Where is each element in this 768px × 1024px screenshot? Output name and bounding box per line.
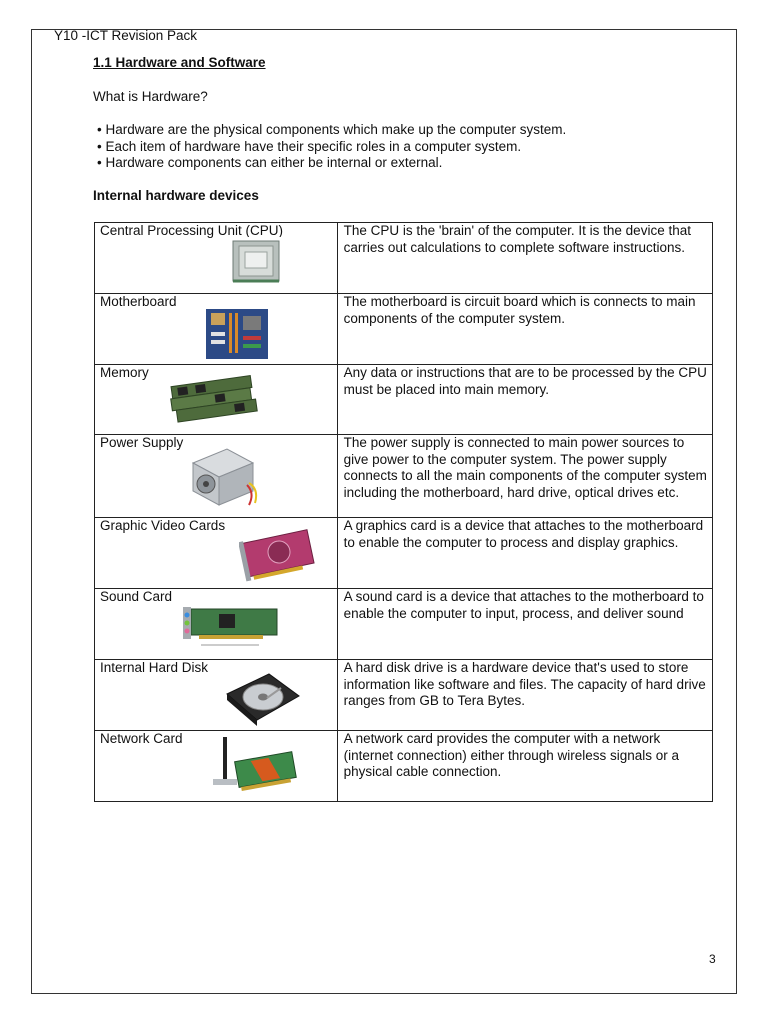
- device-name: Power Supply: [100, 435, 184, 450]
- device-name: Motherboard: [100, 294, 177, 309]
- device-description: Any data or instructions that are to be processed by the CPU must be placed into main memory.: [337, 365, 712, 435]
- motherboard-icon: [205, 308, 269, 360]
- device-name: Internal Hard Disk: [100, 660, 209, 675]
- device-name-cell: [95, 365, 338, 435]
- section-title: 1.1 Hardware and Software: [93, 55, 266, 70]
- device-name-cell: [95, 518, 338, 589]
- device-description: The motherboard is circuit board which is connects to main components of the computer system.: [337, 294, 712, 365]
- device-name: Central Processing Unit (CPU): [100, 223, 284, 238]
- device-name: Graphic Video Cards: [100, 518, 226, 533]
- hardware-table: [94, 222, 713, 802]
- question-text: What is Hardware?: [93, 89, 208, 104]
- table-row: [95, 518, 713, 589]
- table-row: [95, 589, 713, 660]
- device-name: Memory: [100, 365, 149, 380]
- document-header: Y10 -ICT Revision Pack: [54, 28, 198, 43]
- sound-card-icon: [179, 597, 285, 653]
- device-name-cell: [95, 435, 338, 518]
- bullet-list: [97, 122, 566, 172]
- table-row: [95, 223, 713, 294]
- device-name: Sound Card: [100, 589, 173, 604]
- bullet-item: • Hardware components can either be internal or external.: [97, 155, 443, 170]
- bullet-item: • Each item of hardware have their specific roles in a computer system.: [97, 138, 522, 154]
- device-name-cell: [95, 223, 338, 294]
- bullet-item: • Hardware are the physical components which make up the computer system.: [97, 122, 567, 137]
- device-name-cell: [95, 294, 338, 365]
- table-row: [95, 435, 713, 518]
- ram-stick-icon: [167, 373, 259, 423]
- page-number: 3: [709, 952, 716, 966]
- cpu-chip-icon: [227, 237, 285, 285]
- device-description: A network card provides the computer with a network (internet connection) either through wireless signals or a physical cable connection.: [337, 731, 712, 802]
- table-row: [95, 294, 713, 365]
- subheading: Internal hardware devices: [93, 188, 259, 203]
- table-row: [95, 731, 713, 802]
- device-name: Network Card: [100, 731, 183, 746]
- network-card-icon: [203, 735, 299, 797]
- table-row: [95, 660, 713, 731]
- graphics-card-icon: [239, 522, 319, 582]
- device-description: The power supply is connected to main power sources to give power to the computer system. The power supply connects to all the main components of the computer system including the motherboard, hard drive, optical drives etc.: [337, 435, 712, 518]
- device-description: The CPU is the 'brain' of the computer. It is the device that carries out calculations to complete software instructions.: [337, 223, 712, 294]
- power-supply-icon: [187, 443, 259, 509]
- device-description: A graphics card is a device that attaches to the motherboard to enable the computer to process and display graphics.: [337, 518, 712, 589]
- table-row: [95, 365, 713, 435]
- device-name-cell: [95, 660, 338, 731]
- device-description: A sound card is a device that attaches to the motherboard to enable the computer to input, process, and deliver sound: [337, 589, 712, 660]
- hard-disk-icon: [223, 668, 303, 728]
- device-name-cell: [95, 731, 338, 802]
- device-name-cell: [95, 589, 338, 660]
- device-description: A hard disk drive is a hardware device that's used to store information like software and files. The capacity of hard drive ranges from GB to Tera Bytes.: [337, 660, 712, 731]
